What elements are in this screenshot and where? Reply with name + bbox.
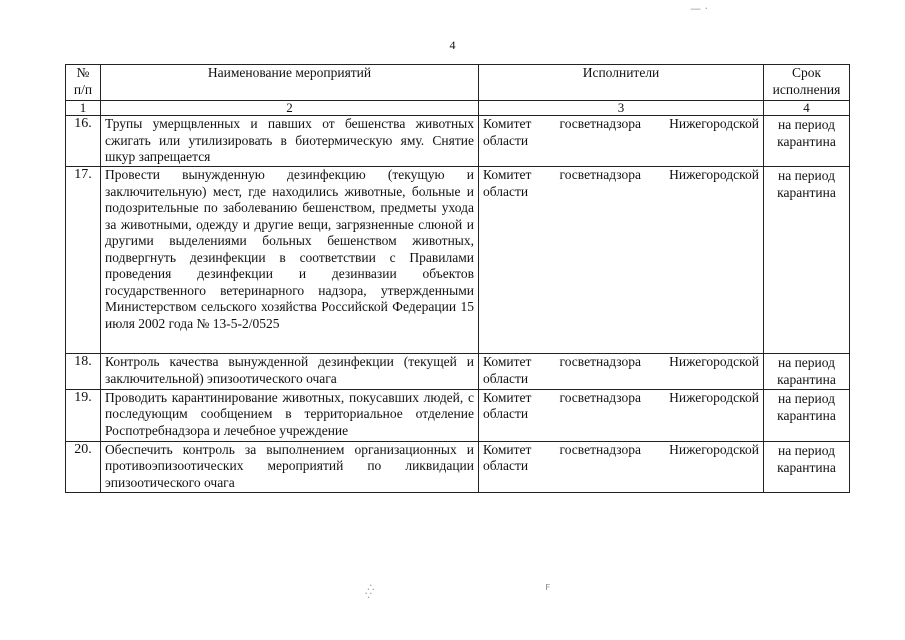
executor bbox=[479, 389, 764, 441]
table-row bbox=[66, 441, 850, 492]
header-executors: Исполнители bbox=[479, 65, 764, 101]
executor-word: Комитет bbox=[483, 354, 532, 369]
measure-name: Провести вынужденную дезинфекцию (текущую и заключительную) мест, где находились животные, больные и подозрительные по заболеванию бешенством, предметы ухода за животными, одежду и другие вещи, загрязненные слюной и другими выделениями больных бешенством животных, подвергнуть дезинфекции в соответствии с Правилами проведения дезинфекции и дезинвазии объектов государственного ветеринарного надзора, утвержденными Министерством сельского хозяйства Российской Федерации 15 июля 2002 года № 13-5-2/0525 bbox=[101, 167, 479, 354]
executor-word: Нижегородской bbox=[669, 116, 759, 131]
term-line: карантина bbox=[777, 372, 836, 387]
executor-word: Комитет bbox=[483, 389, 532, 405]
executor bbox=[479, 167, 764, 354]
measure-name: Трупы умерщвленных и павших от бешенства животных сжигать или утилизировать в биотермическую яму. Снятие шкур запрещается bbox=[101, 116, 479, 167]
executor bbox=[479, 354, 764, 390]
executor-word: Комитет bbox=[483, 441, 532, 457]
column-index-row bbox=[66, 101, 850, 116]
term-line: карантина bbox=[777, 459, 836, 475]
executor-line: области bbox=[483, 406, 529, 421]
executor-word: госветнадзора bbox=[559, 354, 641, 369]
executor-line: области bbox=[483, 183, 529, 199]
executor-word: Нижегородской bbox=[669, 354, 759, 369]
row-number: 20. bbox=[66, 441, 101, 492]
executor-line: области bbox=[483, 370, 529, 386]
executor-word: госветнадзора bbox=[559, 441, 641, 457]
executor-word: Комитет bbox=[483, 167, 532, 182]
table-row bbox=[66, 389, 850, 441]
column-index: 3 bbox=[479, 101, 764, 116]
scan-mark: ꜰ bbox=[545, 580, 551, 593]
executor-word: Нижегородской bbox=[669, 167, 759, 182]
executor-word: Комитет bbox=[483, 116, 532, 131]
term-line: карантина bbox=[777, 185, 836, 200]
measure-name: Контроль качества вынужденной дезинфекции (текущей и заключительной) эпизоотического очага bbox=[101, 354, 479, 390]
table-row bbox=[66, 354, 850, 390]
row-number: 16. bbox=[66, 116, 101, 167]
term-line: карантина bbox=[777, 407, 836, 423]
term-line: на период bbox=[777, 117, 835, 132]
page-number: 4 bbox=[449, 38, 456, 52]
table-header-row bbox=[66, 65, 850, 101]
executor-word: Нижегородской bbox=[669, 389, 759, 405]
executor-line: области bbox=[483, 458, 529, 473]
executor bbox=[479, 116, 764, 167]
executor-word: госветнадзора bbox=[559, 167, 641, 182]
term-line: на период bbox=[777, 442, 835, 458]
column-index: 1 bbox=[66, 101, 101, 116]
measure-name: Обеспечить контроль за выполнением организационных и противоэпизоотических мероприятий по ликвидации эпизоотического очага bbox=[101, 441, 479, 492]
term bbox=[764, 441, 850, 492]
scan-mark: — · bbox=[690, 2, 708, 15]
column-index: 4 bbox=[764, 101, 850, 116]
row-number: 17. bbox=[66, 167, 101, 354]
term-line: на период bbox=[777, 168, 835, 183]
measures-table bbox=[65, 64, 850, 493]
executor-word: госветнадзора bbox=[559, 116, 641, 131]
scan-mark: ∴∵ bbox=[360, 582, 380, 601]
header-term: Срок исполнения bbox=[764, 65, 850, 101]
executor-word: Нижегородской bbox=[669, 441, 759, 457]
table-row bbox=[66, 167, 850, 354]
executor-word: госветнадзора bbox=[559, 389, 641, 405]
term bbox=[764, 116, 850, 167]
row-number: 18. bbox=[66, 354, 101, 390]
measure-name: Проводить карантинирование животных, покусавших людей, с последующим сообщением в территориальное отделение Роспотребнадзора и лечебное учреждение bbox=[101, 389, 479, 441]
term-line: карантина bbox=[777, 134, 836, 149]
executor bbox=[479, 441, 764, 492]
header-name: Наименование мероприятий bbox=[101, 65, 479, 101]
row-number: 19. bbox=[66, 389, 101, 441]
header-number: № п/п bbox=[66, 65, 101, 101]
table-row bbox=[66, 116, 850, 167]
column-index: 2 bbox=[101, 101, 479, 116]
term bbox=[764, 354, 850, 390]
executor-line: области bbox=[483, 132, 529, 148]
term bbox=[764, 389, 850, 441]
term-line: на период bbox=[777, 355, 835, 370]
term-line: на период bbox=[777, 390, 835, 406]
term bbox=[764, 167, 850, 354]
